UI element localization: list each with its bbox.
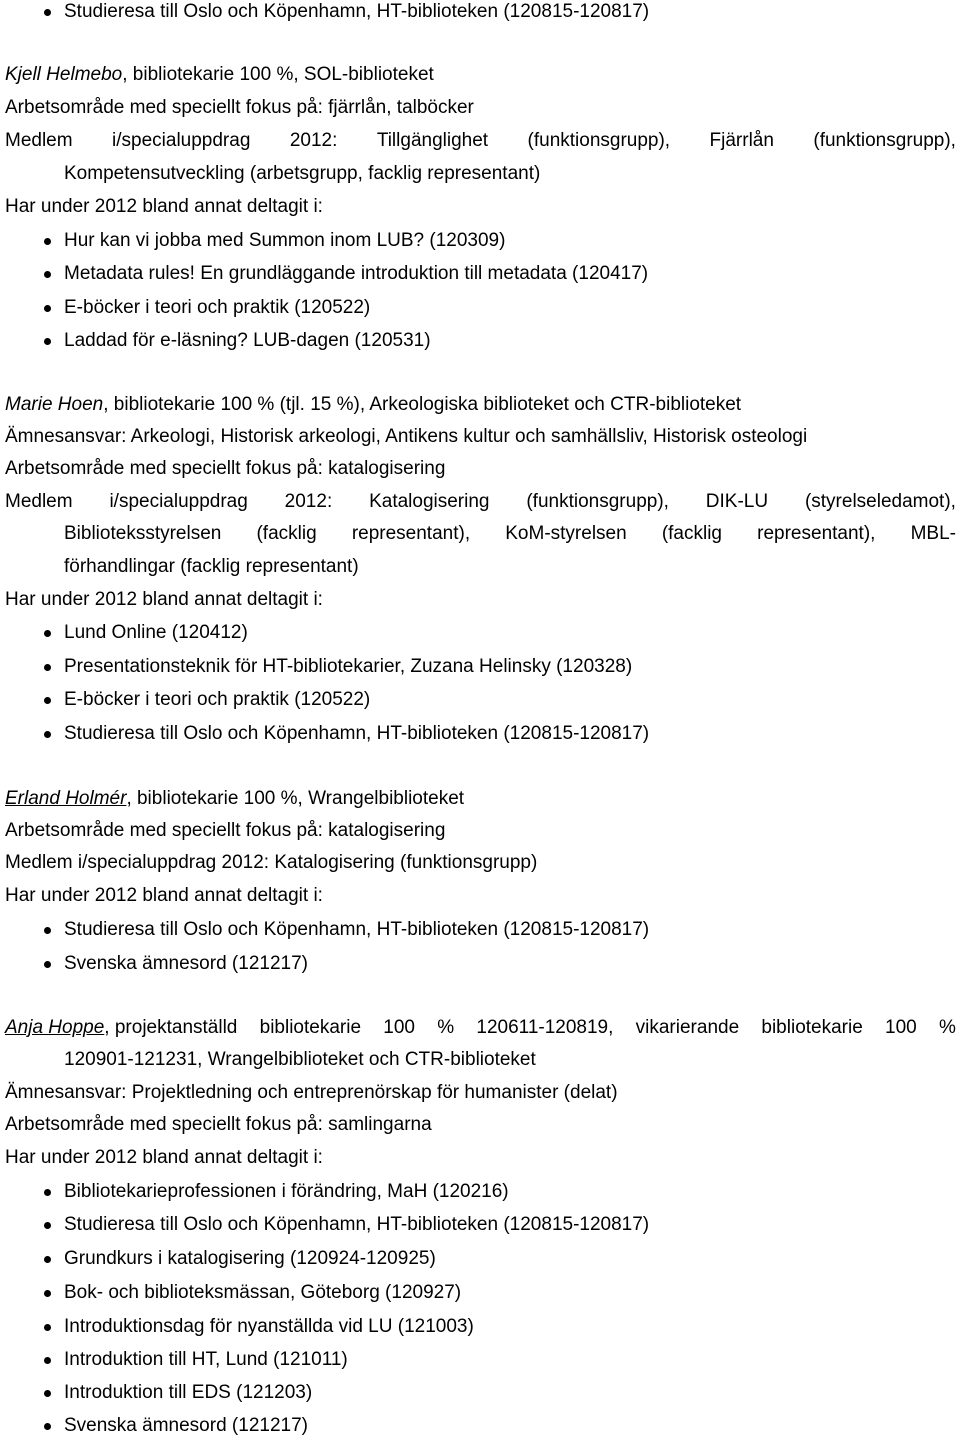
bullet-icon: [44, 1357, 51, 1364]
bullet-icon: [44, 1222, 51, 1229]
membership-line-cont: Biblioteksstyrelsen (facklig representant), KoM-styrelsen (facklig representant), MBL-: [64, 523, 956, 544]
list-item: Hur kan vi jobba med Summon inom LUB? (120309): [64, 229, 505, 253]
bullet-icon: [44, 630, 51, 637]
staff-name: Anja Hoppe: [5, 1017, 105, 1038]
participated-heading: Har under 2012 bland annat deltagit i:: [5, 589, 323, 610]
list-item: E-böcker i teori och praktik (120522): [64, 688, 370, 712]
bullet-icon: [44, 731, 51, 738]
participated-heading: Har under 2012 bland annat deltagit i:: [5, 1147, 323, 1168]
subject-responsibility: Ämnesansvar: Projektledning och entreprenörskap för humanister (delat): [5, 1082, 618, 1103]
bullet-icon: [44, 1290, 51, 1297]
list-item: E-böcker i teori och praktik (120522): [64, 296, 370, 320]
bullet-icon: [44, 697, 51, 704]
list-item: Introduktionsdag för nyanställda vid LU (121003): [64, 1315, 474, 1339]
list-item: Lund Online (120412): [64, 621, 248, 645]
list-item: Presentationsteknik för HT-bibliotekarier, Zuzana Helinsky (120328): [64, 655, 632, 679]
staff-heading-helmebo: Kjell Helmebo, bibliotekarie 100 %, SOL-biblioteket: [5, 64, 434, 85]
membership-line-cont: förhandlingar (facklig representant): [64, 556, 359, 577]
list-item: Svenska ämnesord (121217): [64, 952, 308, 976]
bullet-icon: [44, 1189, 51, 1196]
staff-name: Erland Holmér: [5, 788, 127, 809]
staff-name: Marie Hoen: [5, 394, 104, 415]
list-item: Introduktion till EDS (121203): [64, 1381, 312, 1405]
focus-area: Arbetsområde med speciellt fokus på: katalogisering: [5, 458, 446, 479]
participated-heading: Har under 2012 bland annat deltagit i:: [5, 885, 323, 906]
list-item: Bibliotekarieprofessionen i förändring, MaH (120216): [64, 1180, 509, 1204]
bullet-icon: [44, 305, 51, 312]
bullet-icon: [44, 1423, 51, 1430]
list-item: Svenska ämnesord (121217): [64, 1414, 308, 1438]
subject-responsibility: Ämnesansvar: Arkeologi, Historisk arkeologi, Antikens kultur och samhällsliv, Historisk osteologi: [5, 426, 808, 447]
membership-line: Medlem i/specialuppdrag 2012: Katalogisering (funktionsgrupp): [5, 852, 538, 873]
bullet-icon: [44, 271, 51, 278]
staff-name: Kjell Helmebo: [5, 64, 123, 85]
focus-area: Arbetsområde med speciellt fokus på: katalogisering: [5, 820, 446, 841]
role-line-cont: 120901-121231, Wrangelbiblioteket och CTR-biblioteket: [64, 1049, 536, 1070]
bullet-icon: [44, 238, 51, 245]
list-item: Laddad för e-läsning? LUB-dagen (120531): [64, 329, 431, 353]
list-item: Studieresa till Oslo och Köpenhamn, HT-biblioteken (120815-120817): [64, 722, 649, 746]
bullet-icon: [44, 1324, 51, 1331]
list-item: Introduktion till HT, Lund (121011): [64, 1348, 348, 1372]
bullet-icon: [44, 1256, 51, 1263]
list-item: Studieresa till Oslo och Köpenhamn, HT-biblioteken (120815-120817): [64, 918, 649, 942]
bullet-icon: [44, 338, 51, 345]
membership-line: Medlem i/specialuppdrag 2012: Tillgänglighet (funktionsgrupp), Fjärrlån (funktionsgrupp),: [5, 130, 956, 151]
list-item: Grundkurs i katalogisering (120924-120925): [64, 1247, 436, 1271]
focus-area: Arbetsområde med speciellt fokus på: samlingarna: [5, 1114, 432, 1135]
participated-heading: Har under 2012 bland annat deltagit i:: [5, 196, 323, 217]
list-item: Bok- och biblioteksmässan, Göteborg (120927): [64, 1281, 461, 1305]
staff-heading-hoen: Marie Hoen, bibliotekarie 100 % (tjl. 15 %), Arkeologiska biblioteket och CTR-biblioteket: [5, 394, 742, 415]
membership-line: Medlem i/specialuppdrag 2012: Katalogisering (funktionsgrupp), DIK-LU (styrelseledamot),: [5, 491, 956, 512]
bullet-icon: [44, 927, 51, 934]
membership-line-cont: Kompetensutveckling (arbetsgrupp, facklig representant): [64, 163, 541, 184]
bullet-icon: [44, 1390, 51, 1397]
bullet-icon: [44, 664, 51, 671]
bullet-icon: [44, 961, 51, 968]
list-item: Studieresa till Oslo och Köpenhamn, HT-biblioteken (120815-120817): [64, 0, 649, 24]
list-item: Studieresa till Oslo och Köpenhamn, HT-biblioteken (120815-120817): [64, 1213, 649, 1237]
list-item: Metadata rules! En grundläggande introduktion till metadata (120417): [64, 262, 648, 286]
staff-heading-holmer: Erland Holmér, bibliotekarie 100 %, Wrangelbiblioteket: [5, 788, 465, 809]
staff-heading-hoppe: Anja Hoppe, projektanställd bibliotekarie 100 % 120611-120819, vikarierande bibliotekarie 100 %: [5, 1017, 956, 1038]
focus-area: Arbetsområde med speciellt fokus på: fjärrlån, talböcker: [5, 97, 474, 118]
bullet-icon: [44, 9, 51, 16]
